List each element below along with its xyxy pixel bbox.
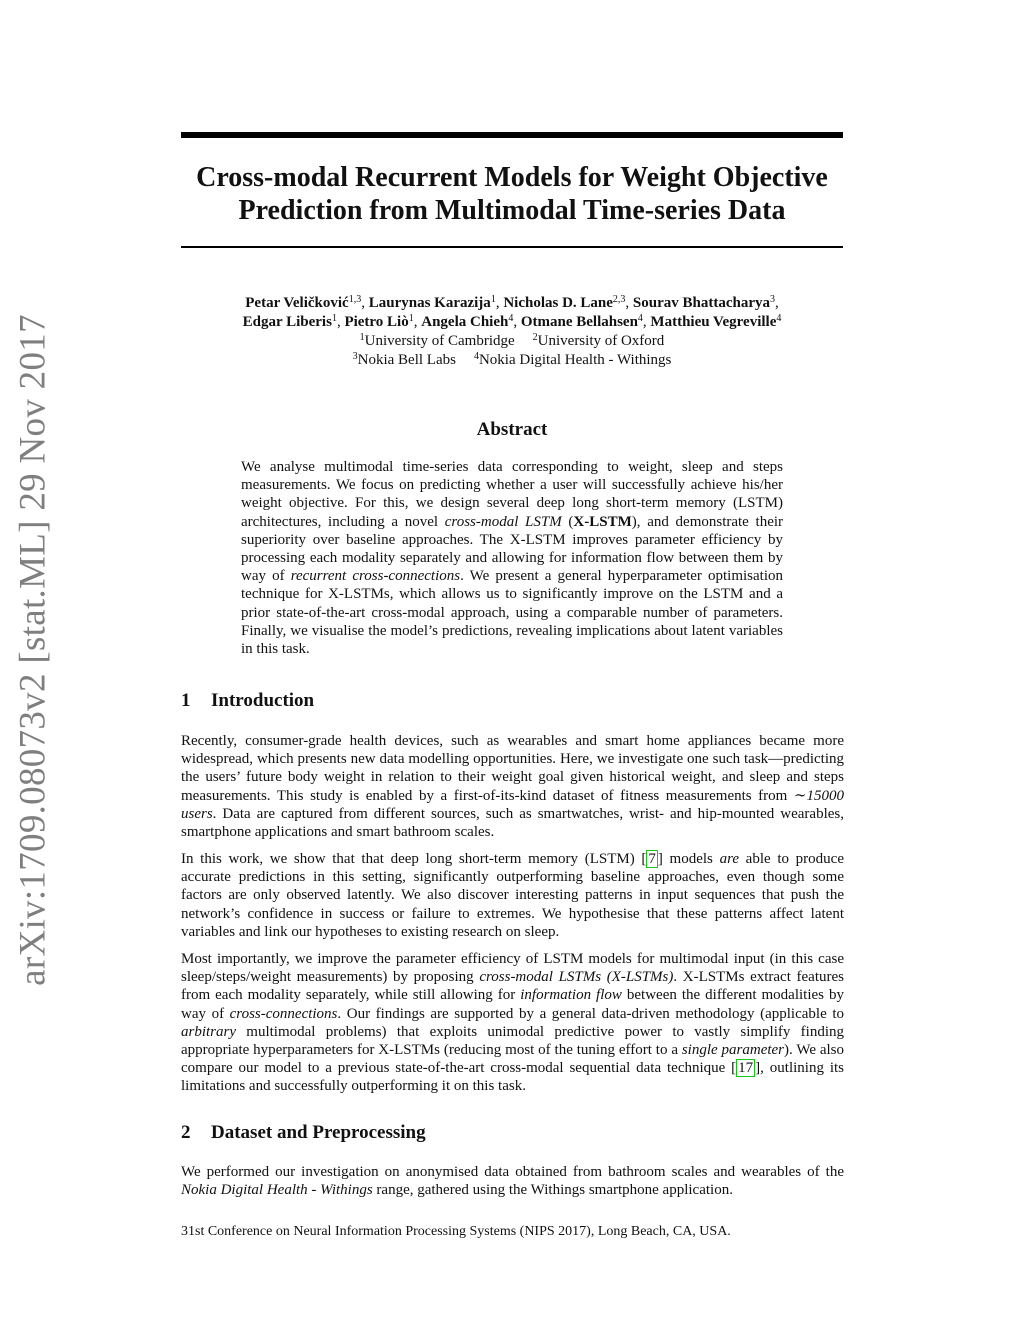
emphasis: cross-modal LSTM	[444, 513, 562, 530]
author-affiliation-mark: 3	[770, 294, 775, 305]
emphasis: Nokia Digital Health - Withings	[181, 1182, 373, 1199]
abstract-heading: Abstract	[476, 419, 548, 440]
citation-link[interactable]: 7	[648, 851, 656, 867]
affiliation-line-2	[181, 351, 843, 370]
author-name: Nicholas D. Lane	[503, 295, 613, 311]
affiliation-number: 2	[532, 332, 538, 343]
title-line-1: Cross-modal Recurrent Models for Weight Objective	[196, 162, 828, 193]
citation-link[interactable]: 17	[738, 1060, 754, 1077]
author-name: Sourav Bhattacharya	[632, 295, 770, 311]
author-line-2: Edgar Liberis$^1$, Pietro Liò$^1$, Angela Chieh$^4$, Otmane Bellahsen$^4$, Matthieu Vegreville$^4$	[242, 313, 782, 330]
author-name: Angela Chieh	[421, 314, 509, 330]
title-top-rule	[181, 132, 843, 138]
author-affiliation-mark: 1	[331, 313, 337, 324]
affiliation-line-1	[181, 332, 843, 351]
paper-title	[181, 161, 843, 227]
strong-term: X-LSTM	[573, 513, 632, 530]
author-affiliation-mark: 1	[490, 294, 496, 305]
author-line-1: Petar Veličković$^{1,3}$, Laurynas Karazija$^1$, Nicholas D. Lane$^{2,3}$, Sourav Bhattacharya$^3$,	[245, 294, 779, 311]
emphasis: are	[719, 851, 740, 867]
emphasis: cross-connections	[229, 1005, 338, 1022]
conference-footnote: 31st Conference on Neural Information Processing Systems (NIPS 2017), Long Beach, CA, USA.	[181, 1224, 731, 1239]
intro-paragraph-3: Most importantly, we improve the parameter efficiency of LSTM models for multimodal input (in this case sleep/steps/weight measurements) by proposing cross-modal LSTMs (X-LSTMs). X-LSTMs extract features from each modality separately, while still allowing for information flow between the different modalities by way of cross-connections. Our findings are supported by a general data-driven methodology (applicable to arbitrary multimodal problems) that exploits unimodal predictive power to vastly simplify finding appropriate hyperparameters for X-LSTMs (reducing most of the tuning effort to a single parameter). We also compare our model to a previous state-of-the-art cross-modal sequential data technique [ 17 ], outlining its limitations and successfully outperforming it on this task.	[181, 951, 844, 1095]
section-title: Dataset and Preprocessing	[211, 1122, 426, 1143]
author-name: Pietro Liò	[344, 314, 409, 330]
author-name: Matthieu Vegreville	[650, 314, 777, 330]
affiliation-name: Nokia Digital Health - Withings	[478, 352, 672, 368]
emphasis: information flow	[520, 987, 622, 1004]
affiliation-number: 3	[352, 351, 358, 362]
author-affiliation-mark: 1,3	[348, 294, 362, 305]
author-affiliation-mark: 4	[637, 313, 643, 324]
abstract-text: We analyse multimodal time-series data corresponding to weight, sleep and steps measurements. We focus on predicting whether a user will successfully achieve his/her weight objective. For this, we design several deep long short-term memory (LSTM) architectures, including a novel cross-modal LSTM (X-LSTM), and demonstrate their superiority over baseline approaches. The X-LSTM improves parameter efficiency by processing each modality separately and allowing for information flow between them by way of recurrent cross-connections. We present a general hyperparameter optimisation technique for X-LSTMs, which allows us to significantly improve on the LSTM and a prior state-of-the-art cross-modal approach, using a comparable number of parameters. Finally, we visualise the model’s predictions, revealing implications about latent variables in this task.	[241, 459, 784, 658]
section-heading-introduction	[181, 690, 314, 712]
dataset-paragraph-1: We performed our investigation on anonymised data obtained from bathroom scales and wearables of the Nokia Digital Health - Withings range, gathered using the Withings smartphone application.	[181, 1164, 844, 1199]
author-affiliation-mark: 2,3	[612, 294, 626, 305]
emphasis: ∼15000 users	[181, 787, 844, 822]
intro-paragraph-2: In this work, we show that that deep long short-term memory (LSTM) [ 7 ] models are able to produce accurate predictions in this setting, significantly outperforming baseline approaches, even though some factors are only observed latently. We also discover interesting patterns in input sequences that push the network’s confidence in success or failure to extremes. We hypothesise that these patterns affect latent variables and link our hypotheses to existing research on sleep.	[181, 851, 844, 940]
title-bottom-rule	[181, 246, 843, 248]
affiliation-name: University of Oxford	[537, 333, 665, 349]
section-number: 2	[181, 1122, 191, 1143]
intro-paragraph-1: Recently, consumer-grade health devices, such as wearables and smart home appliances became more widespread, which presents new data modelling opportunities. Here, we investigate one such task—predicting the users’ future body weight in relation to their weight goal given historical weight, and sleep and steps measurements. This study is enabled by a first-of-its-kind dataset of fitness measurements from ∼15000 users. Data are captured from different sources, such as smartwatches, wrist- and hip-mounted wearables, smartphone applications and smart bathroom scales.	[181, 733, 844, 841]
author-affiliation-mark: 4	[776, 313, 782, 324]
author-name: Otmane Bellahsen	[520, 314, 638, 330]
author-affiliation-mark: 4	[508, 313, 514, 324]
affiliation-name: Nokia Bell Labs	[357, 352, 456, 368]
arxiv-identifier: arXiv:1709.08073v2 [stat.ML] 29 Nov 2017	[12, 314, 54, 986]
author-block	[181, 294, 843, 370]
section-heading-dataset	[181, 1122, 426, 1144]
affiliation-number: 4	[473, 351, 479, 362]
author-name: Edgar Liberis	[242, 314, 332, 330]
author-affiliation-mark: 1	[408, 313, 414, 324]
section-title: Introduction	[211, 690, 315, 711]
affiliation-name: University of Cambridge	[364, 333, 515, 349]
section-number: 1	[181, 690, 191, 711]
affiliation-number: 1	[359, 332, 365, 343]
author-name: Laurynas Karazija	[368, 295, 491, 311]
emphasis: arbitrary	[181, 1023, 237, 1040]
author-name: Petar Veličković	[245, 295, 349, 311]
emphasis: recurrent cross-connections	[290, 568, 461, 585]
emphasis: cross-modal LSTMs (X-LSTMs)	[479, 969, 674, 986]
emphasis: single parameter	[681, 1042, 785, 1059]
title-line-2: Prediction from Multimodal Time-series Data	[238, 195, 786, 226]
